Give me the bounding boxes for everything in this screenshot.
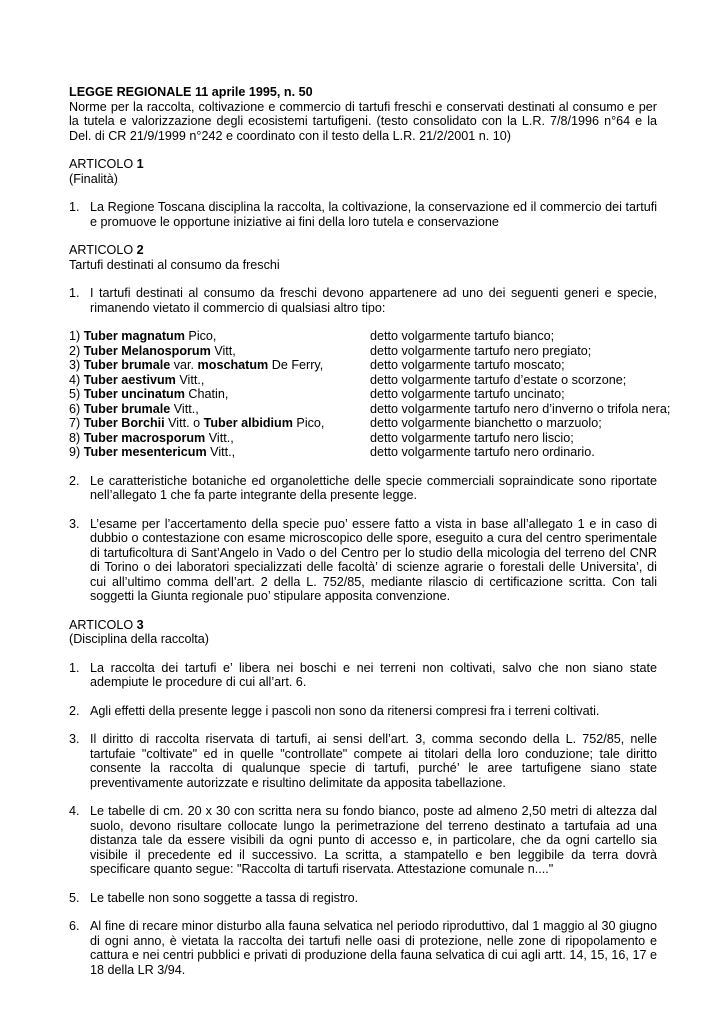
document-page (69, 85, 671, 977)
species-row: 9) Tuber mesentericum Vitt., detto volgarmente tartufo nero ordinario. (69, 445, 595, 459)
article-3-item-4: 4. Le tabelle di cm. 20 x 30 con scritta nera su fondo bianco, poste ad almeno 2,50 metri di altezza dal suolo, devono risultare collocate lungo la perimetrazione del terreno destinato a tartufaia ad una distanza tale da essere visibili da ogni punto di accesso e, in particolare, che da ogni cartello sia visibile il precedente ed il successivo. La scritta, a stampatello e ben leggibile da terra dovrà specificare quanto segue: "Raccolta di tartufi riservata. Attestazione comunale n...." (69, 804, 657, 876)
species-row: 8) Tuber macrosporum Vitt., detto volgarmente tartufo nero liscio; (69, 430, 574, 445)
law-subtitle: Norme per la raccolta, coltivazione e commercio di tartufi freschi e conservati destinati al consumo e per la tutela e valorizzazione degli ecosistemi tartufigeni. (testo consolidato con la L.R. 7/8/1996 n°64 e la Del. di CR 21/9/1999 n°242 e coordinato con il testo della L.R. 21/2/2001 n. 10) (69, 99, 657, 143)
article-3-label: ARTICOLO 3 (69, 617, 144, 632)
species-row: 1) Tuber magnatum Pico, detto volgarmente tartufo bianco; (69, 329, 555, 343)
article-3-item-2: 2. Agli effetti della presente legge i pascoli non sono da ritenersi compresi fra i terreni coltivati. (69, 703, 600, 718)
article-2-label: ARTICOLO 2 (69, 243, 144, 257)
article-1-heading: (Finalità) (69, 171, 118, 186)
species-row: 5) Tuber uncinatum Chatin, detto volgarmente tartufo uncinato; (69, 387, 565, 401)
article-3-item-5: 5. Le tabelle non sono soggette a tassa di registro. (69, 890, 359, 905)
species-row: 6) Tuber brumale Vitt., detto volgarmente tartufo nero d’inverno o trifola nera; (69, 401, 671, 416)
article-2-item-2: 2. Le caratteristiche botaniche ed organolettiche delle specie commerciali sopraindicate sono riportate nell’allegato 1 che fa parte integrante della presente legge. (69, 473, 657, 502)
article-3-item-6: 6. Al fine di recare minor disturbo alla fauna selvatica nel periodo riproduttivo, dal 1 maggio al 30 giugno di ogni anno, è vietata la raccolta dei tartufi nelle oasi di protezione, nelle zone di ripopolamento e cattura e nei centri pubblici e privati di produzione della fauna selvatica di cui agli artt. 14, 15, 16, 17 e 18 della LR 3/94. (69, 919, 657, 977)
article-2-heading: Tartufi destinati al consumo da freschi (69, 257, 280, 272)
article-3-item-3: 3. Il diritto di raccolta riservata di tartufi, ai sensi dell’art. 3, comma secondo della L. 752/85, nelle tartufaie "coltivate" ed in quelle "controllate" compete ai titolari della loro conduzione; tale diritto consente la raccolta di qualunque specie di tartufi, purché’ le aree tartufigene siano state preventivamente autorizzate e risultino delimitate da apposita tabellazione. (69, 732, 657, 790)
species-row: 2) Tuber Melanosporum Vitt, detto volgarmente tartufo nero pregiato; (69, 343, 592, 358)
article-2-item-1: 1. I tartufi destinati al consumo da freschi devono appartenere ad uno dei seguenti generi e specie, rimanendo vietato il commercio di qualsiasi altro tipo: (69, 286, 657, 315)
article-2-item-3: 3. L’esame per l’accertamento della specie puo’ essere fatto a vista in base all’allegato 1 e in caso di dubbio o contestazione con esame microscopico delle spore, eseguito a cura del centro sperimentale di tartuficoltura di Sant’Angelo in Vado o del Centro per lo studio della micologia del terreno del CNR di Torino o dei laboratori specializzati delle facoltà’ di scienze agrarie o forestali delle Universita’, di cui all’ultimo comma dell’art. 2 della L. 752/85, mediante rilascio di certificazione scritta. Con tali soggetti la Giunta regionale puo’ stipulare apposita convenzione. (69, 516, 657, 603)
article-1-item-1: 1. La Regione Toscana disciplina la raccolta, la coltivazione, la conservazione ed il commercio dei tartufi e promuove le opportune iniziative ai fini della loro tutela e conservazione (69, 200, 657, 229)
article-3-item-1: 1. La raccolta dei tartufi e’ libera nei boschi e nei terreni non coltivati, salvo che non siano state adempiute le procedure di cui all’art. 6. (69, 660, 657, 689)
law-title: LEGGE REGIONALE 11 aprile 1995, n. 50 (69, 85, 313, 99)
species-row: 3) Tuber brumale var. moschatum De Ferry, detto volgarmente tartufo moscato; (69, 358, 565, 372)
species-row: 4) Tuber aestivum Vitt., detto volgarmente tartufo d’estate o scorzone; (69, 372, 627, 387)
species-row: 7) Tuber Borchii Vitt. o Tuber albidium Pico, detto volgarmente bianchetto o marzuolo; (69, 416, 602, 430)
article-1-label: ARTICOLO 1 (69, 157, 144, 171)
species-list (69, 329, 671, 460)
article-3-heading: (Disciplina della raccolta) (69, 632, 209, 646)
